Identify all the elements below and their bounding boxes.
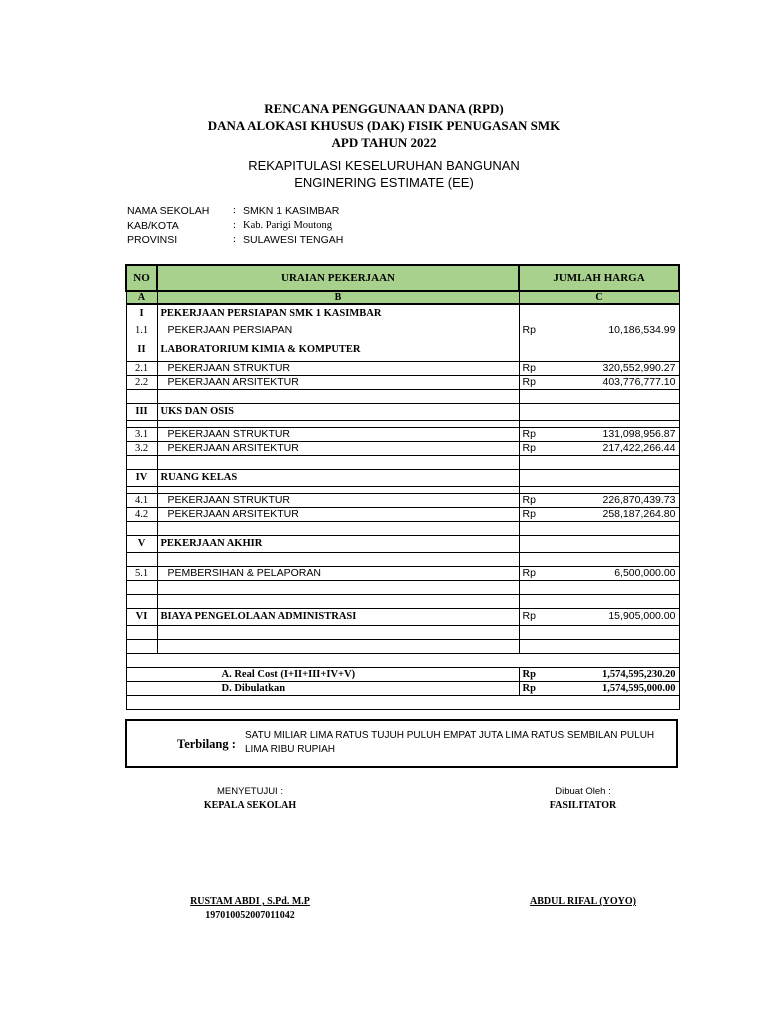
item-amount: 258,187,264.80 (602, 507, 676, 520)
info-row: NAMA SEKOLAH : SMKN 1 KASIMBAR (127, 205, 340, 217)
section-row (126, 339, 679, 361)
section-no: III (126, 403, 157, 420)
total-row (126, 667, 679, 681)
item-desc: PEMBERSIHAN & PELAPORAN (157, 566, 519, 580)
currency-label: Rp (522, 668, 536, 680)
subtitle-ee: ENGINERING ESTIMATE (EE) (294, 175, 474, 190)
empty-row (126, 521, 679, 535)
section-no: I (126, 304, 157, 321)
table-row (126, 427, 679, 441)
item-desc: PEKERJAAN STRUKTUR (157, 361, 519, 375)
section-row (126, 469, 679, 486)
info-value: SMKN 1 KASIMBAR (243, 205, 340, 217)
item-amount-cell (519, 566, 679, 580)
empty-row (126, 552, 679, 566)
section-title: LABORATORIUM KIMIA & KOMPUTER (157, 339, 519, 361)
info-label: NAMA SEKOLAH (127, 205, 210, 217)
header-jumlah: JUMLAH HARGA (519, 265, 679, 291)
principal-role: KEPALA SEKOLAH (203, 800, 297, 811)
item-amount: 10,186,534.99 (608, 323, 676, 336)
info-label: KAB/KOTA (127, 219, 179, 232)
title-year: APD TAHUN 2022 (331, 135, 437, 150)
document-header (0, 100, 768, 191)
currency-label: Rp (522, 361, 536, 374)
item-no: 3.2 (126, 441, 157, 455)
rounded-amount: 1,574,595,000.00 (602, 682, 676, 694)
letter-a: A (126, 291, 157, 304)
maker-caption: Dibuat Oleh : (555, 786, 611, 797)
info-label: PROVINSI (127, 234, 178, 246)
principal-nip: 197010052007011042 (205, 910, 295, 921)
total-row (126, 681, 679, 695)
item-amount: 217,422,266.44 (602, 441, 676, 454)
table-row (126, 441, 679, 455)
currency-label: Rp (522, 323, 536, 336)
terbilang-label: Terbilang : (177, 737, 236, 751)
table-header (126, 265, 679, 291)
currency-label: Rp (522, 682, 536, 694)
item-amount-cell (519, 441, 679, 455)
section-title: UKS DAN OSIS (157, 403, 519, 420)
empty-row (126, 594, 679, 608)
item-desc: PEKERJAAN STRUKTUR (157, 493, 519, 507)
item-no: 4.2 (126, 507, 157, 521)
currency-label: Rp (522, 375, 536, 388)
item-desc: PEKERJAAN ARSITEKTUR (157, 507, 519, 521)
currency-label: Rp (522, 566, 536, 579)
item-amount-cell (519, 493, 679, 507)
section-row (126, 403, 679, 420)
section-title: BIAYA PENGELOLAAN ADMINISTRASI (157, 608, 519, 625)
empty-row (126, 625, 679, 639)
info-value: Kab. Parigi Moutong (243, 219, 332, 231)
section-row (126, 608, 679, 625)
signature-right (483, 785, 683, 909)
principal-name: RUSTAM ABDI , S.Pd. M.P (190, 896, 310, 907)
currency-label: Rp (522, 441, 536, 454)
item-desc: PEKERJAAN PERSIAPAN (157, 321, 519, 339)
item-desc: PEKERJAAN ARSITEKTUR (157, 375, 519, 389)
table-row (126, 493, 679, 507)
terbilang-text: SATU MILIAR LIMA RATUS TUJUH PULUH EMPAT JUTA LIMA RATUS SEMBILAN PULUH LIMA RIBU RUPIAH (245, 730, 655, 755)
facilitator-name: ABDUL RIFAL (YOYO) (530, 896, 636, 907)
item-desc: PEKERJAAN ARSITEKTUR (157, 441, 519, 455)
currency-label: Rp (522, 427, 536, 440)
section-row (126, 304, 679, 321)
approval-caption: MENYETUJUI : (217, 786, 283, 797)
letter-b: B (157, 291, 519, 304)
table-letters (126, 291, 679, 304)
rounded-label: D. Dibulatkan (126, 681, 519, 695)
currency-label: Rp (522, 507, 536, 520)
terbilang-box (125, 719, 678, 768)
facilitator-role: FASILITATOR (549, 800, 617, 811)
empty-row (126, 580, 679, 594)
info-row: PROVINSI : SULAWESI TENGAH (127, 234, 344, 246)
section-no: IV (126, 469, 157, 486)
school-info (127, 204, 343, 248)
letter-c: C (519, 291, 679, 304)
signature-left (150, 785, 350, 923)
cost-table (125, 264, 680, 710)
item-no: 2.2 (126, 375, 157, 389)
item-no: 2.1 (126, 361, 157, 375)
item-amount: 131,098,956.87 (602, 427, 676, 440)
item-no: 1.1 (126, 321, 157, 339)
empty-row (126, 455, 679, 469)
subtitle-rekap: REKAPITULASI KESELURUHAN BANGUNAN (248, 158, 520, 173)
section-no: II (126, 339, 157, 361)
info-value: SULAWESI TENGAH (243, 234, 344, 246)
item-amount-cell (519, 361, 679, 375)
table-row (126, 507, 679, 521)
item-desc: PEKERJAAN STRUKTUR (157, 427, 519, 441)
item-amount: 403,776,777.10 (602, 375, 676, 388)
empty-row (126, 420, 679, 427)
currency-label: Rp (522, 493, 536, 506)
section-row (126, 535, 679, 552)
info-row: KAB/KOTA : Kab. Parigi Moutong (127, 219, 332, 232)
total-amount: 1,574,595,230.20 (602, 668, 676, 680)
empty-row (126, 389, 679, 403)
item-amount: 226,870,439.73 (602, 493, 676, 506)
currency-label: Rp (522, 610, 536, 622)
item-amount-cell (519, 375, 679, 389)
total-amount-cell (519, 667, 679, 681)
item-amount: 6,500,000.00 (614, 566, 676, 579)
item-amount-cell (519, 608, 679, 625)
empty-row (126, 486, 679, 493)
item-no: 3.1 (126, 427, 157, 441)
section-title: RUANG KELAS (157, 469, 519, 486)
item-amount-cell (519, 427, 679, 441)
section-no: V (126, 535, 157, 552)
header-no: NO (126, 265, 157, 291)
header-uraian: URAIAN PEKERJAAN (157, 265, 519, 291)
section-no: VI (126, 608, 157, 625)
item-amount: 15,905,000.00 (608, 610, 676, 622)
empty-row (126, 639, 679, 653)
table-row (126, 321, 679, 339)
total-label: A. Real Cost (I+II+III+IV+V) (126, 667, 519, 681)
item-amount: 320,552,990.27 (602, 361, 676, 374)
rounded-amount-cell (519, 681, 679, 695)
table-row (126, 375, 679, 389)
section-title: PEKERJAAN AKHIR (157, 535, 519, 552)
item-no: 4.1 (126, 493, 157, 507)
title-rpd: RENCANA PENGGUNAAN DANA (RPD) (264, 101, 504, 116)
section-title: PEKERJAAN PERSIAPAN SMK 1 KASIMBAR (157, 304, 519, 321)
item-no: 5.1 (126, 566, 157, 580)
table-row (126, 566, 679, 580)
item-amount-cell (519, 321, 679, 339)
table-row (126, 361, 679, 375)
empty-row (126, 695, 679, 709)
title-dak: DANA ALOKASI KHUSUS (DAK) FISIK PENUGASAN SMK (207, 118, 561, 133)
item-amount-cell (519, 507, 679, 521)
empty-row (126, 653, 679, 667)
